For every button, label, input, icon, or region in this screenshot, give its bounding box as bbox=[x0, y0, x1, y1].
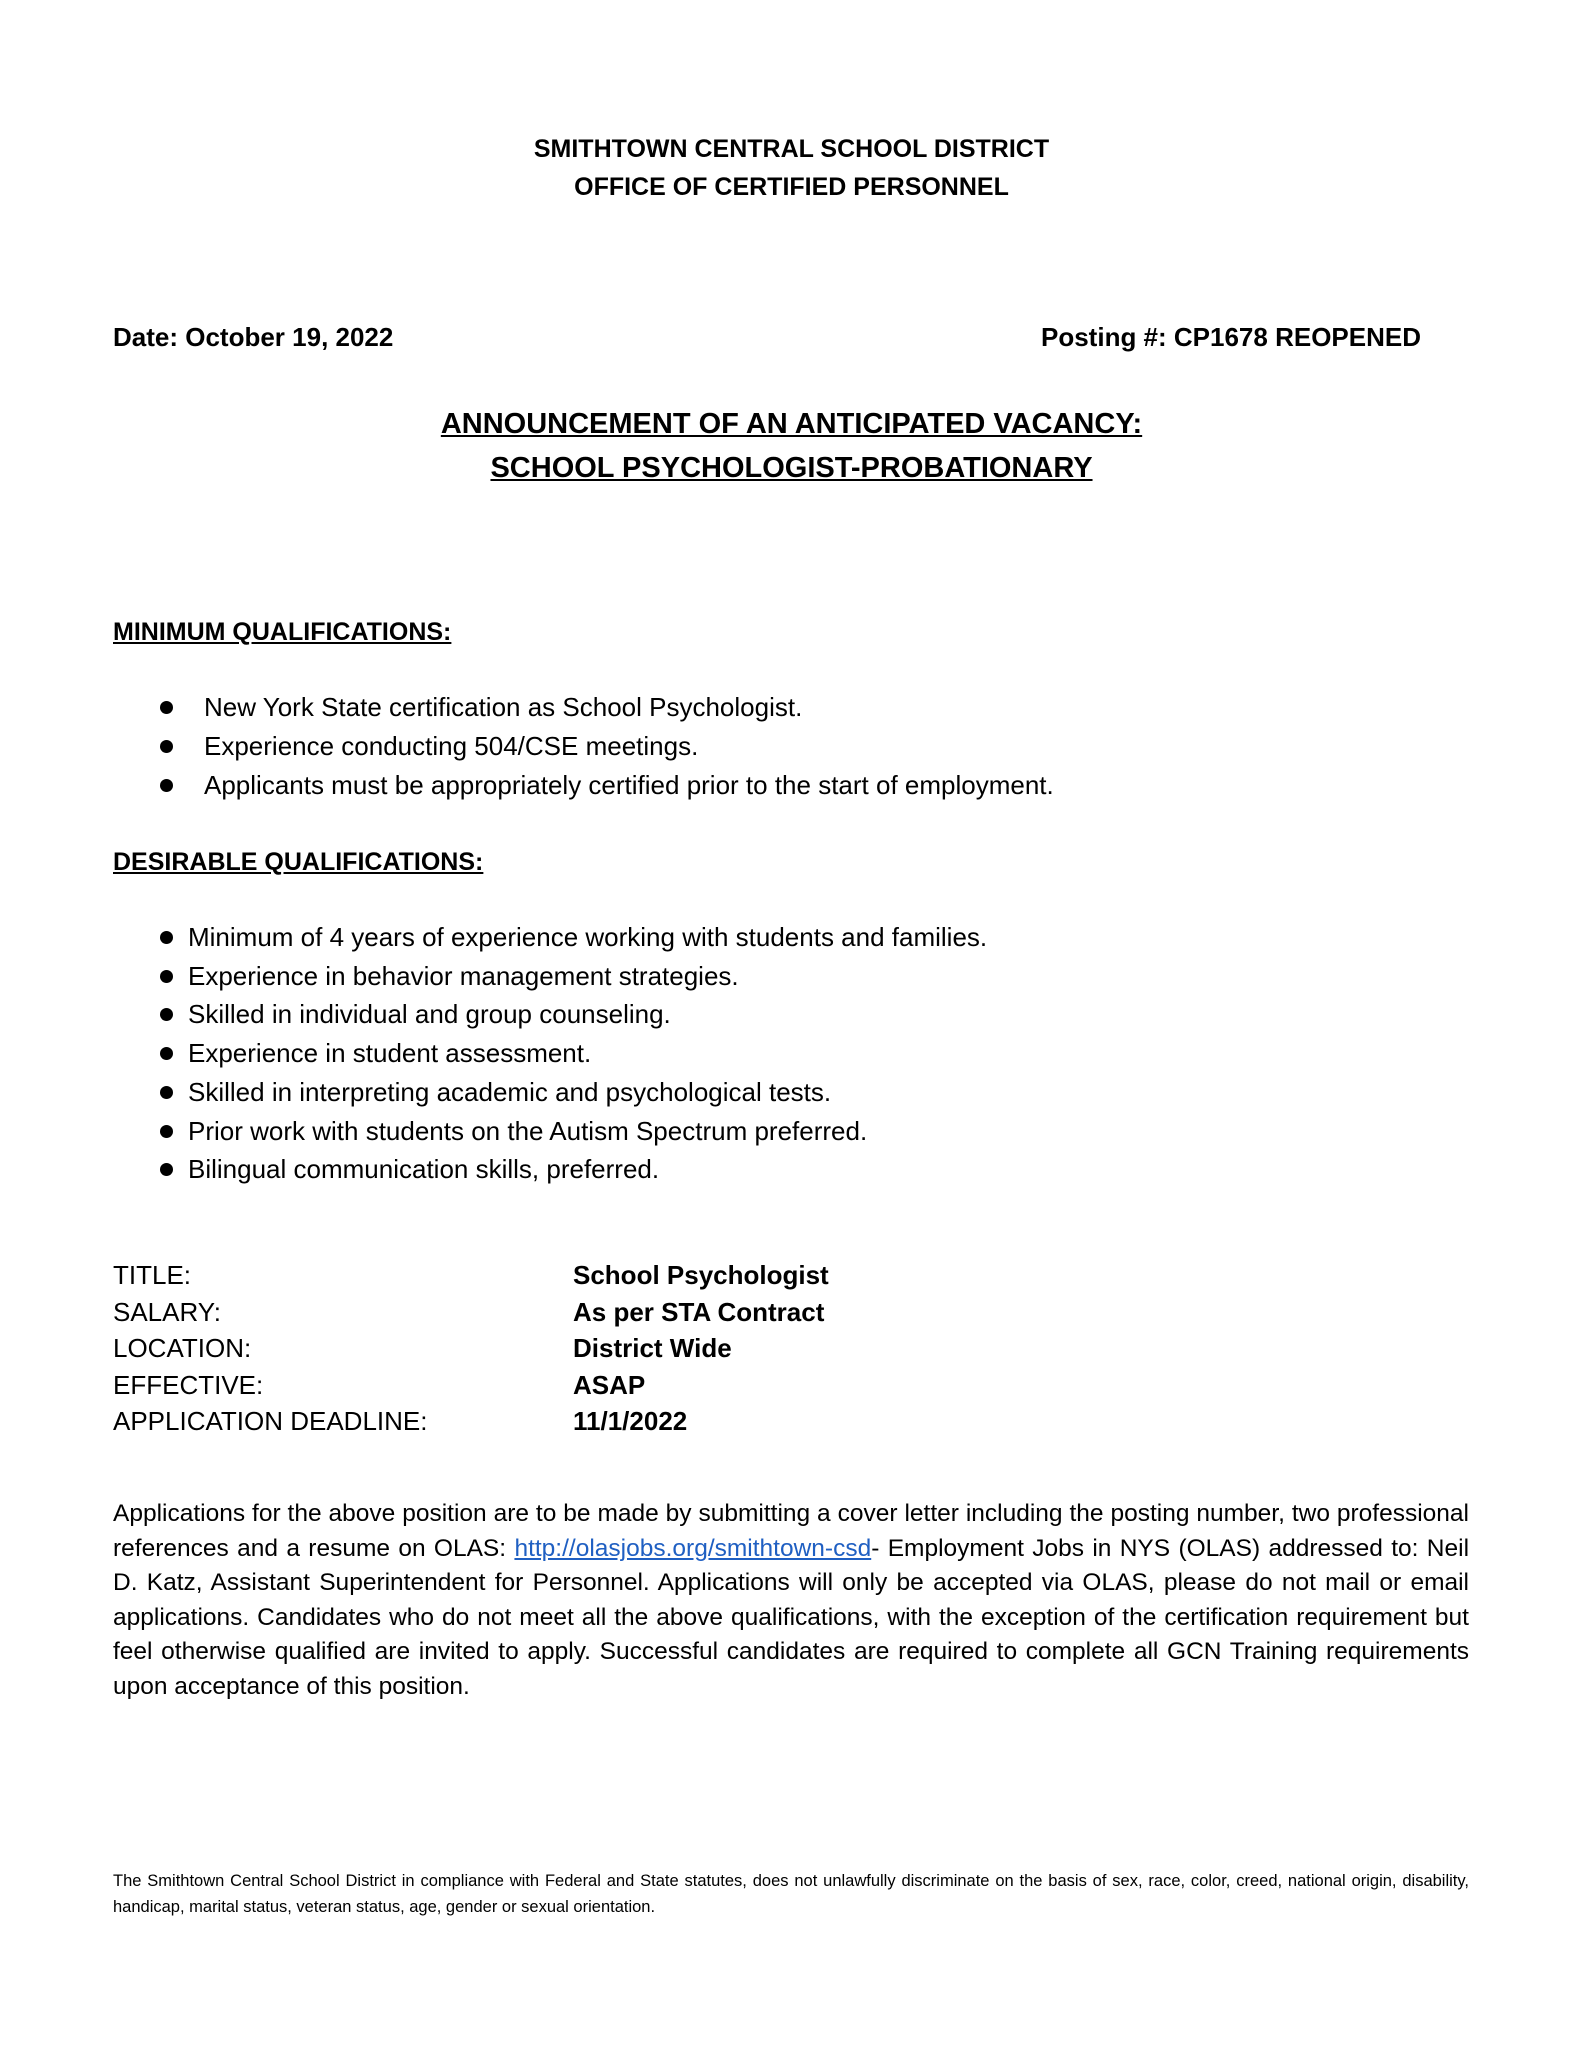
list-item-text: Bilingual communication skills, preferred. bbox=[188, 1154, 660, 1185]
list-item bbox=[160, 1034, 987, 1073]
detail-label: EFFECTIVE: bbox=[113, 1369, 264, 1400]
posting-date: Date: October 19, 2022 bbox=[113, 322, 394, 352]
minimum-qualifications-list bbox=[160, 688, 1054, 805]
bullet-icon bbox=[160, 1125, 173, 1138]
list-item-text: Experience in behavior management strategies. bbox=[188, 960, 739, 991]
announcement-title bbox=[0, 402, 1583, 490]
detail-row-location bbox=[113, 1330, 1013, 1367]
list-item-text: Skilled in individual and group counseling. bbox=[188, 999, 671, 1030]
bullet-icon bbox=[160, 1086, 173, 1099]
bullet-icon bbox=[160, 779, 173, 792]
list-item-text: Minimum of 4 years of experience working with students and families. bbox=[188, 922, 988, 952]
list-item bbox=[160, 1112, 987, 1151]
list-item bbox=[160, 918, 987, 957]
olas-link[interactable]: http://olasjobs.org/smithtown-csd bbox=[514, 1534, 872, 1562]
district-name: SMITHTOWN CENTRAL SCHOOL DISTRICT bbox=[533, 135, 1050, 163]
list-item bbox=[160, 1073, 987, 1112]
list-item-text: New York State certification as School Psychologist. bbox=[204, 692, 803, 722]
bullet-icon bbox=[160, 1047, 173, 1060]
detail-label: SALARY: bbox=[113, 1296, 221, 1327]
announcement-line-1: ANNOUNCEMENT OF AN ANTICIPATED VACANCY: bbox=[440, 408, 1143, 440]
list-item-text: Prior work with students on the Autism Spectrum preferred. bbox=[188, 1115, 868, 1146]
list-item-text: Applicants must be appropriately certified prior to the start of employment. bbox=[204, 770, 1054, 800]
office-name: OFFICE OF CERTIFIED PERSONNEL bbox=[574, 173, 1009, 201]
bullet-icon bbox=[160, 701, 173, 714]
detail-row-salary bbox=[113, 1294, 1013, 1331]
list-item-text: Skilled in interpreting academic and psychological tests. bbox=[188, 1076, 832, 1107]
announcement-line-2: SCHOOL PSYCHOLOGIST-PROBATIONARY bbox=[490, 452, 1093, 484]
desirable-qualifications-list bbox=[160, 918, 987, 1189]
detail-label: APPLICATION DEADLINE: bbox=[113, 1406, 428, 1436]
detail-value: ASAP bbox=[573, 1369, 646, 1400]
detail-label: TITLE: bbox=[113, 1260, 192, 1290]
nondiscrimination-footer: The Smithtown Central School District in compliance with Federal and State statutes, does not unlawfully discriminate on the basis of sex, race, color, creed, national origin, disability, handicap, marital status, veteran status, age, gender or sexual orientation. bbox=[113, 1872, 1469, 1916]
detail-value: 11/1/2022 bbox=[573, 1406, 688, 1436]
list-item bbox=[160, 727, 1054, 766]
application-text-end: - Employment Jobs in NYS (OLAS) addressed to: Neil D. Katz, Assistant Superintendent for Personnel. Applications will only be accepted via OLAS, please do not mail or email applications. Candidates who do not meet all the above qualifications, with the exception of the certification requirement but feel otherwise qualified are invited to apply. Successful candidates are required to complete all GCN Training requirements upon acceptance of this position. bbox=[113, 1534, 1470, 1700]
detail-value: District Wide bbox=[573, 1333, 732, 1363]
list-item bbox=[160, 957, 987, 996]
list-item bbox=[160, 1150, 987, 1189]
posting-number: Posting #: CP1678 REOPENED bbox=[1041, 322, 1421, 352]
bullet-icon bbox=[160, 740, 173, 753]
detail-value: As per STA Contract bbox=[573, 1296, 825, 1327]
district-header bbox=[0, 130, 1583, 206]
bullet-icon bbox=[160, 970, 173, 983]
detail-row-title bbox=[113, 1257, 1013, 1294]
bullet-icon bbox=[160, 1008, 173, 1021]
position-details bbox=[113, 1257, 1013, 1440]
application-instructions bbox=[113, 1497, 1469, 1705]
list-item bbox=[160, 766, 1054, 805]
list-item-text: Experience in student assessment. bbox=[188, 1038, 592, 1069]
detail-row-effective bbox=[113, 1367, 1013, 1404]
bullet-icon bbox=[160, 1163, 173, 1176]
minimum-qualifications-heading: MINIMUM QUALIFICATIONS: bbox=[113, 618, 452, 646]
detail-row-deadline bbox=[113, 1403, 1013, 1440]
list-item bbox=[160, 995, 987, 1034]
list-item-text: Experience conducting 504/CSE meetings. bbox=[204, 731, 699, 761]
application-text-start: Applications for the above position are to be made by submitting a cover letter including the posting number, two professional references and a resume on OLAS: bbox=[113, 1500, 1469, 1562]
desirable-qualifications-heading: DESIRABLE QUALIFICATIONS: bbox=[113, 848, 484, 876]
bullet-icon bbox=[160, 931, 173, 944]
detail-value: School Psychologist bbox=[573, 1260, 829, 1290]
detail-label: LOCATION: bbox=[113, 1333, 252, 1363]
list-item bbox=[160, 688, 1054, 727]
